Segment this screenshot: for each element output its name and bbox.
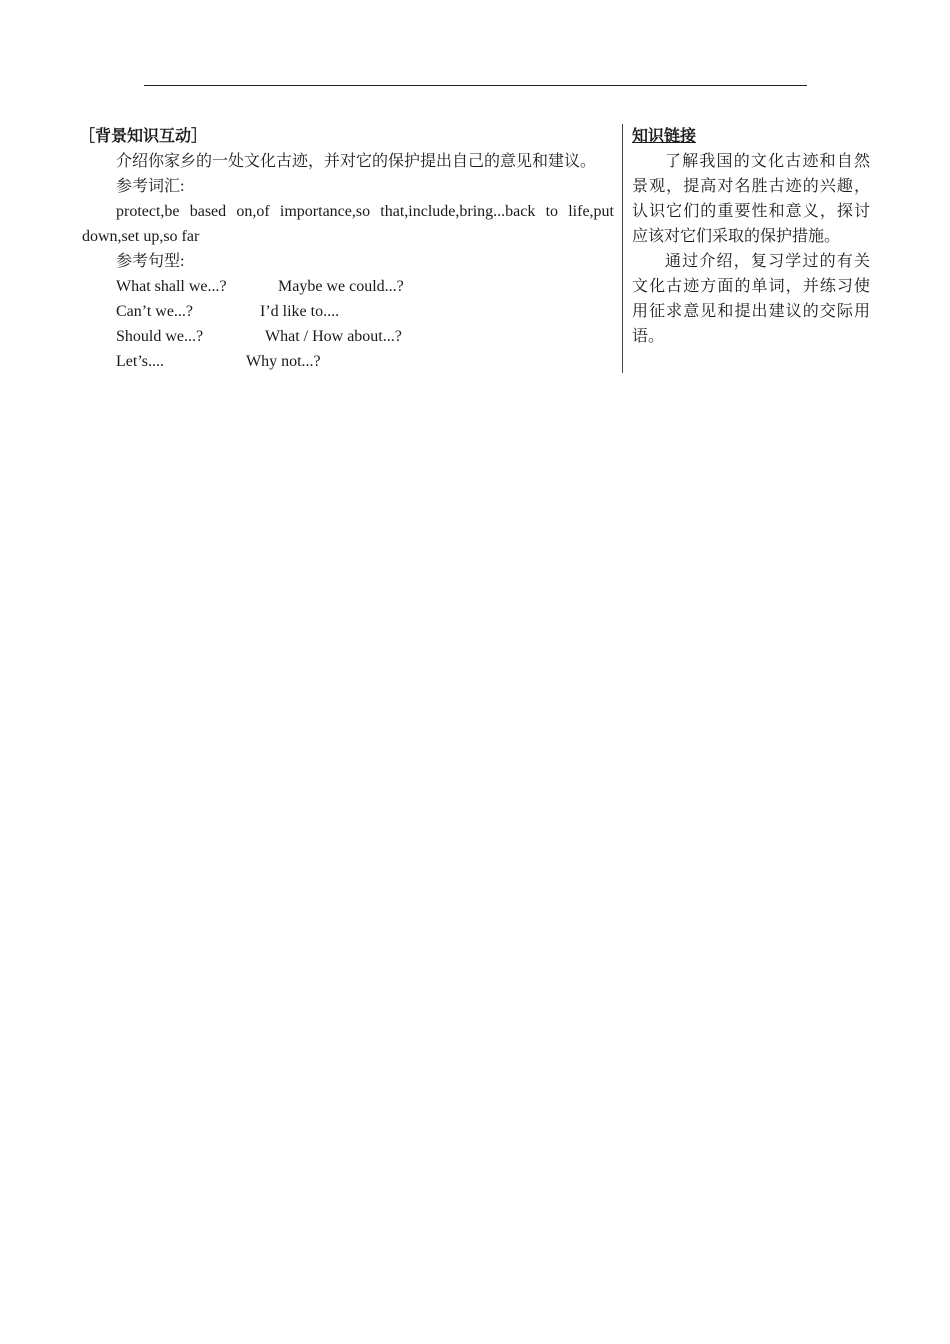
pattern-label: 参考句型: — [116, 253, 185, 270]
pattern-row — [82, 349, 614, 374]
column-divider — [622, 124, 623, 373]
pattern-row — [82, 324, 614, 349]
pattern-left: Let’s.... — [116, 353, 164, 370]
pattern-right: What / How about...? — [265, 328, 402, 345]
main-column — [79, 124, 614, 374]
sidebar-paragraph-1: 了解我国的文化古迹和自然景观，提高对名胜古迹的兴趣，认识它们的重要性和意义，探讨应该对它们采取的保护措施。 — [632, 153, 870, 245]
pattern-right: Maybe we could...? — [278, 278, 404, 295]
pattern-right: Why not...? — [246, 353, 321, 370]
header-rule — [144, 85, 807, 86]
pattern-left: What shall we...? — [116, 278, 227, 295]
section-heading: ［背景知识互动］ — [79, 128, 208, 145]
vocab-label: 参考词汇: — [116, 178, 185, 195]
pattern-right: I’d like to.... — [260, 303, 340, 320]
pattern-left: Can’t we...? — [116, 303, 194, 320]
vocab-list: protect,be based on,of importance,so that,include,bring...back to life,put down,set up,so far — [82, 203, 614, 245]
sidebar-column — [632, 124, 870, 349]
pattern-row — [82, 274, 614, 299]
sidebar-heading: 知识链接 — [632, 128, 697, 145]
sidebar-paragraph-2: 通过介绍，复习学过的有关文化古迹方面的单词，并练习使用征求意见和提出建议的交际用语。 — [632, 253, 870, 345]
pattern-row — [82, 299, 614, 324]
task-text: 介绍你家乡的一处文化古迹，并对它的保护提出自己的意见和建议。 — [116, 153, 597, 170]
pattern-left: Should we...? — [116, 328, 204, 345]
